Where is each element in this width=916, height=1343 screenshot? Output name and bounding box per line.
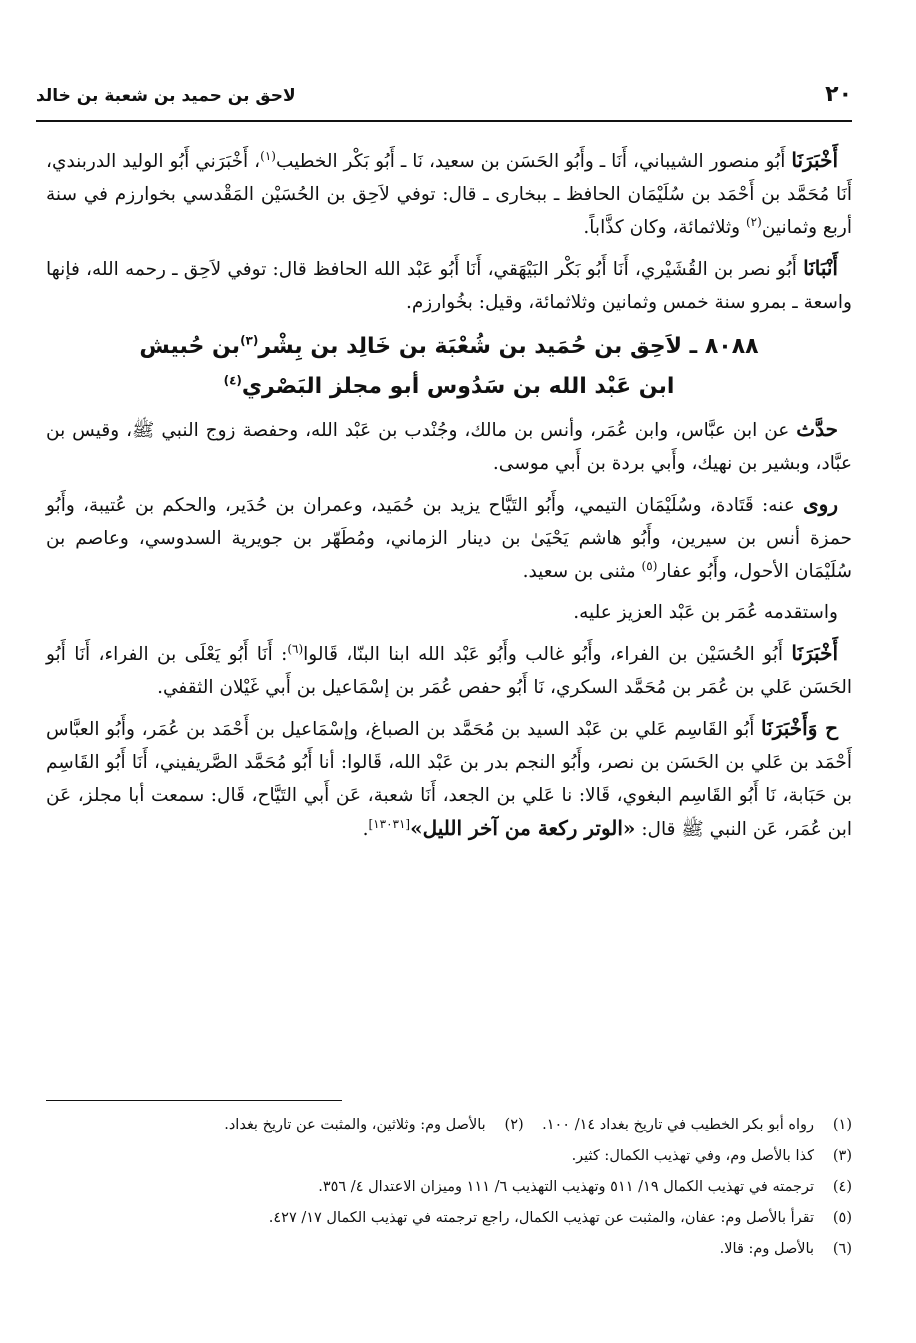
text-run: ، أَخْبَرَني أَبُو الوليد الدربندي، أَنَا مُحَمَّد بن أَحْمَد بن سُلَيْمَان الحافظ ـ ببخارى ـ قال: توفي لاَحِق بن الحُسَيْن المَقْدسي بخوارزم في سنة أربع وثمانين <box>46 151 852 238</box>
footnote-number: (٦) <box>832 1241 852 1257</box>
text-run: مثنى بن سعيد. <box>522 561 642 582</box>
footnote-text: بالأصل وم: قالا. <box>719 1241 814 1257</box>
footnote-line <box>80 1203 852 1234</box>
keyword: أَنْبَانَا <box>803 256 838 280</box>
entry-title-part-a: ٨٠٨٨ ـ لاَحِق بن حُمَيد بن شُعْبَة بن خَالِد بن بِشْر <box>258 334 759 359</box>
paragraph <box>46 252 852 319</box>
keyword: ح وَأَخْبَرَنَا <box>761 716 838 740</box>
main-text <box>46 144 852 854</box>
entry-title-part-b: بن حُبيش <box>139 334 241 359</box>
entry-title-line-1 <box>46 327 852 367</box>
footnote-text: رواه أبو بكر الخطيب في تاريخ بغداد ١٤/ ١٠٠. <box>542 1117 814 1133</box>
entry-paragraphs <box>46 413 852 846</box>
keyword: روى <box>803 492 838 516</box>
footnote-ref: (٢) <box>745 214 762 229</box>
footnote-number: (٤) <box>832 1179 852 1195</box>
footnote-line <box>80 1234 852 1265</box>
entry-title <box>46 327 852 407</box>
paragraph <box>46 596 852 629</box>
footnote-line <box>80 1110 852 1141</box>
footnote-ref: (٦) <box>287 641 304 656</box>
running-title: لاحق بن حميد بن شعبة بن خالد <box>36 86 296 106</box>
text-run: أَبُو القَاسِم عَلي بن عَبْد السيد بن مُحَمَّد بن الصباغ، وإسْمَاعيل بن أَحْمَد بن عُمَر، وأَبُو العبَّاس أَحْمَد بن عَلي بن الحَسَن بن نصر، وأَبُو النجم بدر بن عَبْد الله، قَالوا: أنا أَبُو مُحَمَّد الصَّريفيني، أَنَا أَبُو القَاسِم بن حَبَابة، نَا أَبُو القَاسِم البغوي، قَالا: نا عَلي بن الجعد، أَنَا شعبة، عَن أَبي التَيَّاح، قَال: سمعت أبا مجلز، عَن ابن عُمَر، عَن النبي ﷺ قال: <box>46 719 852 840</box>
footnote-number: (٥) <box>832 1210 852 1226</box>
text-run: أَبُو منصور الشيباني، أَنَا ـ وأَبُو الحَسَن بن سعيد، نَا ـ أَبُو بَكْر الخطيب <box>275 151 792 172</box>
keyword: حدَّث <box>796 417 838 441</box>
text-run: . <box>362 819 369 840</box>
paragraph <box>46 488 852 588</box>
paragraph <box>46 413 852 480</box>
text-run: أَبُو نصر بن القُشَيْري، أَنَا أَبُو بَكْر البَيْهَقي، أَنَا أَبُو عَبْد الله الحافظ قال: توفي لاَحِق ـ رحمه الله، فإنها واسعة ـ بمرو سنة خمس وثمانين وثلاثمائة، وقيل: بخُوارزم. <box>46 259 852 313</box>
paragraph <box>46 637 852 704</box>
footnote-text: كذا بالأصل وم، وفي تهذيب الكمال: كثير. <box>571 1148 814 1164</box>
footnotes <box>80 1110 852 1265</box>
footnote-ref: [١٣٠٣١] <box>368 816 411 831</box>
entry-title-line-2 <box>46 367 852 407</box>
footnote-ref: (٥) <box>641 558 658 573</box>
keyword: أَخْبَرَنَا <box>791 148 838 172</box>
footnote-line <box>80 1141 852 1172</box>
footnote-ref: (٣) <box>240 333 259 348</box>
footnote-line <box>80 1172 852 1203</box>
footnote-separator <box>46 1100 342 1101</box>
footnote-number: (٢) <box>504 1117 524 1133</box>
text-run: وثلاثمائة، وكان كذَّاباً. <box>583 217 746 238</box>
text-run: عنه: قَتَادة، وسُلَيْمَان التيمي، وأَبُو التَيَّاح يزيد بن حُمَيد، وعمران بن حُدَير، والحكم بن عُتيبة، وأَبُو حمزة أنس بن سيرين، وأَبُو هاشم يَحْيَىٰ بن دينار الزماني، ومُطَهّر بن جويرية السدوسي، وعاصم بن سُلَيْمَان الأحول، وأَبُو عفار <box>46 495 852 582</box>
text-run: أَبُو الحُسَيْن بن الفراء، وأَبُو غالب وأَبُو عَبْد الله ابنا البنّا، قَالوا <box>303 644 792 665</box>
text-run: : أَنَا أَبُو يَعْلَى بن الفراء، أَنَا أَبُو الحَسَن عَلي بن عُمَر بن مُحَمَّد السكري، نَا أَبُو حفص عُمَر بن إسْمَاعيل بن أَبي غَيْلان الثقفي. <box>46 644 852 698</box>
page-header <box>36 80 852 122</box>
text-run: واستقدمه عُمَر بن عَبْد العزيز عليه. <box>573 602 838 623</box>
footnote-number: (١) <box>832 1117 852 1133</box>
footnote-ref: (١) <box>260 148 276 163</box>
paragraph <box>46 144 852 244</box>
paragraph <box>46 712 852 846</box>
footnote-text: بالأصل وم: وثلاثين، والمثبت عن تاريخ بغداد. <box>224 1117 486 1133</box>
footnote-text: تقرأ بالأصل وم: عفان، والمثبت عن تهذيب الكمال، راجع ترجمته في تهذيب الكمال ١٧/ ٤٢٧. <box>268 1210 814 1226</box>
intro-paragraphs <box>46 144 852 319</box>
footnote-ref: (٤) <box>223 373 242 388</box>
entry-title-part-c: ابن عَبْد الله بن سَدُوس أبو مجلز البَصْري <box>241 374 675 399</box>
footnote-number: (٣) <box>832 1148 852 1164</box>
page-number: ٢٠ <box>825 82 852 107</box>
keyword: «الوتر ركعة من آخر الليل» <box>410 816 636 840</box>
keyword: أَخْبَرَنَا <box>791 641 838 665</box>
footnote-text: ترجمته في تهذيب الكمال ١٩/ ٥١١ وتهذيب التهذيب ٦/ ١١١ وميزان الاعتدال ٤/ ٣٥٦. <box>318 1179 814 1195</box>
text-run: عن ابن عبَّاس، وابن عُمَر، وأنس بن مالك، وجُنْدب بن عَبْد الله، وحفصة زوج النبي ﷺ، وقيس بن عبَّاد، وبشير بن نهيك، وأَبي بردة بن أَبي موسى. <box>46 420 852 474</box>
